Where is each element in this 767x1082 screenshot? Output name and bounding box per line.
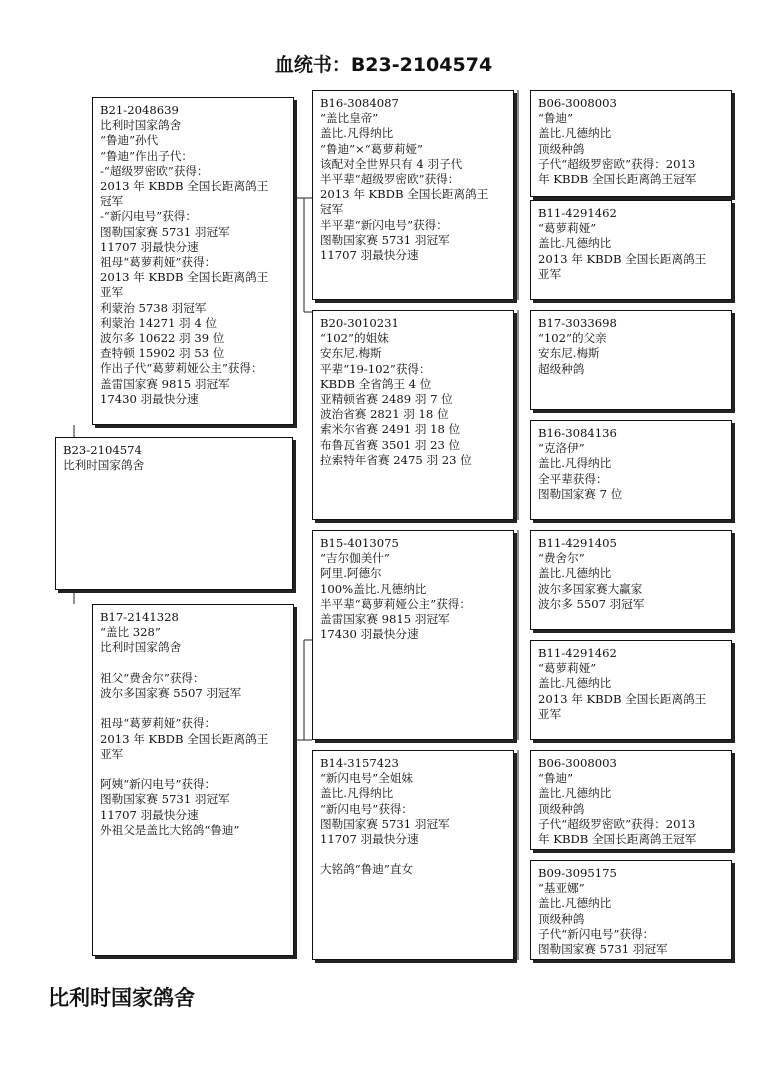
ring-number: B23-2104574: [63, 443, 142, 457]
pedigree-line: 超级种鸽: [538, 361, 585, 376]
ring-number: B15-4013075: [320, 536, 399, 550]
pedigree-line: “葛萝莉娅”: [538, 661, 597, 676]
pedigree-line: 拉索特年省赛 2475 羽 23 位: [320, 452, 472, 467]
pedigree-line: 亚精顿省赛 2489 羽 7 位: [320, 392, 453, 407]
pedigree-line: “鲁迪”孙代: [100, 133, 159, 148]
pedigree-line: “盖比 328”: [100, 625, 161, 640]
pedigree-line: 亚军: [100, 746, 124, 761]
pedigree-line: 安东尼.梅斯: [538, 346, 600, 361]
pedigree-line: 图勒国家赛 5731 羽冠军: [320, 232, 450, 247]
pedigree-line: 盖比.凡德纳比: [538, 786, 612, 801]
pedigree-line: 顶级种鸽: [538, 801, 585, 816]
pedigree-line: 祖母“葛萝莉娅”获得：: [100, 255, 217, 270]
pedigree-box-sds: [530, 310, 732, 410]
pedigree-line: 图勒国家赛 5731 羽冠军: [100, 224, 230, 239]
pedigree-line: “102”的父亲: [538, 331, 607, 346]
pedigree-line: 布鲁瓦省赛 3501 羽 23 位: [320, 437, 461, 452]
pedigree-line: 2013 年 KBDB 全国长距离鸽王: [100, 270, 269, 285]
pedigree-line: 盖比.凡得纳比: [320, 786, 394, 801]
ring-number: B20-3010231: [320, 316, 399, 330]
pedigree-line: 亚军: [538, 266, 562, 281]
pedigree-line: 图勒国家赛 7 位: [538, 486, 623, 501]
ring-number: B21-2048639: [100, 103, 179, 117]
ring-number: B16-3084087: [320, 96, 399, 110]
pedigree-box-sire-sire: [312, 90, 514, 300]
pedigree-line: 11707 羽最快分速: [320, 832, 419, 847]
pedigree-line: 盖比.凡德纳比: [538, 236, 612, 251]
pedigree-line: 2013 年 KBDB 全国长距离鸽王: [538, 691, 707, 706]
pedigree-line: -“新闪电号”获得：: [100, 209, 197, 224]
pedigree-box-ssd: [530, 200, 732, 300]
pedigree-line: 安东尼.梅斯: [320, 346, 382, 361]
pedigree-box-dds: [530, 750, 732, 850]
pedigree-line: “吉尔伽美什”: [320, 551, 390, 566]
pedigree-line: 2013 年 KBDB 全国长距离鸽王: [100, 731, 269, 746]
pedigree-line: [100, 762, 287, 777]
pedigree-line: “克洛伊”: [538, 441, 585, 456]
pedigree-line: 波治省赛 2821 羽 18 位: [320, 407, 449, 422]
pedigree-line: 子代“超级罗密欧”获得：2013: [538, 156, 696, 171]
pedigree-box-sdd: [530, 420, 732, 520]
ring-number: B14-3157423: [320, 756, 399, 770]
pedigree-line: 17430 羽最快分速: [320, 627, 419, 642]
pedigree-line: 17430 羽最快分速: [100, 391, 199, 406]
ring-number: B16-3084136: [538, 426, 617, 440]
pedigree-line: 该配对全世界只有 4 羽子代: [320, 156, 463, 171]
ring-number: B06-3008003: [538, 756, 617, 770]
pedigree-line: 利蒙治 14271 羽 4 位: [100, 315, 217, 330]
pedigree-line: 亚军: [538, 706, 562, 721]
pedigree-line: 比利时国家鸽舍: [100, 118, 182, 133]
pedigree-line: 冠军: [100, 194, 124, 209]
pedigree-box-dsd: [530, 640, 732, 740]
pedigree-line: “鲁迪”×“葛萝莉娅”: [320, 141, 423, 156]
pedigree-line: 祖父“费舍尔”获得：: [100, 670, 205, 685]
pedigree-line: 平辈“19-102”获得：: [320, 361, 431, 376]
pedigree-line: 亚军: [100, 285, 124, 300]
pedigree-line: 阿姨“新闪电号”获得：: [100, 777, 217, 792]
pedigree-box-dam-sire: [312, 530, 514, 740]
pedigree-line: 子代“超级罗密欧”获得：2013: [538, 816, 696, 831]
page-title: 血统书：B23-2104574: [274, 54, 493, 76]
pedigree-line: [100, 656, 287, 671]
pedigree-line: 查特顿 15902 羽 53 位: [100, 346, 225, 361]
pedigree-line: 冠军: [320, 202, 344, 217]
pedigree-line: “102”的姐妹: [320, 331, 389, 346]
footer-loft-name: 比利时国家鸽舍: [48, 986, 195, 1010]
pedigree-line: 波尔多国家赛大赢家: [538, 581, 643, 596]
pedigree-line: 100%盖比.凡德纳比: [320, 581, 427, 596]
pedigree-line: 半平辈“超级罗密欧”获得：: [320, 172, 460, 187]
pedigree-line: 年 KBDB 全国长距离鸽王冠军: [538, 832, 697, 847]
pedigree-box-dss: [530, 530, 732, 630]
pedigree-box-dam: [92, 604, 294, 956]
pedigree-box-sire-dam: [312, 310, 514, 520]
pedigree-line: 盖比.凡德纳比: [538, 896, 612, 911]
pedigree-line: “新闪电号”全姐妹: [320, 771, 414, 786]
pedigree-line: “盖比皇帝”: [320, 111, 379, 126]
pedigree-line: 顶级种鸽: [538, 911, 585, 926]
pedigree-line: 图勒国家赛 5731 羽冠军: [320, 816, 450, 831]
pedigree-line: 顶级种鸽: [538, 141, 585, 156]
pedigree-line: 波尔多国家赛 5507 羽冠军: [100, 686, 242, 700]
pedigree-line: 图勒国家赛 5731 羽冠军: [100, 792, 230, 807]
pedigree-line: “费舍尔”: [538, 551, 585, 566]
pedigree-box-ddd: [530, 860, 732, 960]
pedigree-line: 比利时国家鸽舍: [100, 640, 182, 655]
ring-number: B11-4291405: [538, 536, 617, 550]
pedigree-line: -“超级罗密欧”获得：: [100, 163, 209, 178]
pedigree-line: 索米尔省赛 2491 羽 18 位: [320, 422, 461, 437]
pedigree-line: 2013 年 KBDB 全国长距离鸽王: [538, 251, 707, 266]
pedigree-line: 利蒙治 5738 羽冠军: [100, 300, 207, 315]
pedigree-line: 盖比.凡得纳比: [320, 126, 394, 141]
ring-number: B09-3095175: [538, 866, 617, 880]
pedigree-line: 子代“新闪电号”获得：: [538, 926, 655, 941]
ring-number: B17-3033698: [538, 316, 617, 330]
pedigree-line: 11707 羽最快分速: [320, 248, 419, 263]
pedigree-line: [320, 847, 507, 862]
ring-number: B17-2141328: [100, 610, 179, 624]
ring-number: B11-4291462: [538, 206, 617, 220]
pedigree-box-dam-dam: [312, 750, 514, 960]
pedigree-line: “基亚娜”: [538, 881, 585, 896]
pedigree-line: 盖比.凡德纳比: [538, 126, 612, 141]
pedigree-line: 盖比.凡德纳比: [538, 676, 612, 691]
pedigree-line: 作出子代“葛萝莉娅公主”获得：: [100, 361, 263, 376]
pedigree-line: [100, 701, 287, 716]
pedigree-line: 大铭鸽“鲁迪”直女: [320, 862, 414, 877]
pedigree-line: “新闪电号”获得：: [320, 801, 414, 816]
pedigree-line: “鲁迪”: [538, 771, 574, 786]
pedigree-line: 半平辈“葛萝莉娅公主”获得：: [320, 596, 471, 611]
ring-number: B11-4291462: [538, 646, 617, 660]
pedigree-line: 盖雷国家赛 9815 羽冠军: [320, 612, 450, 627]
pedigree-line: 图勒国家赛 5731 羽冠军: [538, 942, 668, 957]
pedigree-line: 比利时国家鸽舍: [63, 458, 145, 473]
pedigree-line: KBDB 全省鸽王 4 位: [320, 376, 432, 391]
ring-number: B06-3008003: [538, 96, 617, 110]
pedigree-line: 盖比.凡德纳比: [538, 566, 612, 581]
pedigree-line: 波尔多 5507 羽冠军: [538, 596, 645, 611]
pedigree-line: 2013 年 KBDB 全国长距离鸽王: [320, 187, 489, 202]
pedigree-line: 盖雷国家赛 9815 羽冠军: [100, 376, 230, 391]
pedigree-line: 祖母“葛萝莉娅”获得：: [100, 716, 217, 731]
pedigree-line: 11707 羽最快分速: [100, 239, 199, 254]
pedigree-line: 阿里.阿德尔: [320, 566, 382, 581]
pedigree-box-sss: [530, 90, 732, 197]
pedigree-line: 全平辈获得：: [538, 471, 608, 486]
pedigree-line: 半平辈“新闪电号”获得：: [320, 217, 448, 232]
pedigree-line: 盖比.凡得纳比: [538, 456, 612, 471]
pedigree-box-self: [55, 437, 293, 590]
pedigree-line: 11707 羽最快分速: [100, 807, 199, 822]
pedigree-line: 波尔多 10622 羽 39 位: [100, 331, 225, 346]
pedigree-line: “鲁迪”: [538, 111, 574, 126]
pedigree-line: 外祖父是盖比大铭鸽“鲁迪”: [100, 822, 240, 837]
pedigree-box-sire: [92, 97, 294, 425]
pedigree-line: “葛萝莉娅”: [538, 221, 597, 236]
pedigree-line: 年 KBDB 全国长距离鸽王冠军: [538, 172, 697, 187]
pedigree-line: “鲁迪”作出子代：: [100, 148, 194, 163]
pedigree-line: 2013 年 KBDB 全国长距离鸽王: [100, 179, 269, 194]
